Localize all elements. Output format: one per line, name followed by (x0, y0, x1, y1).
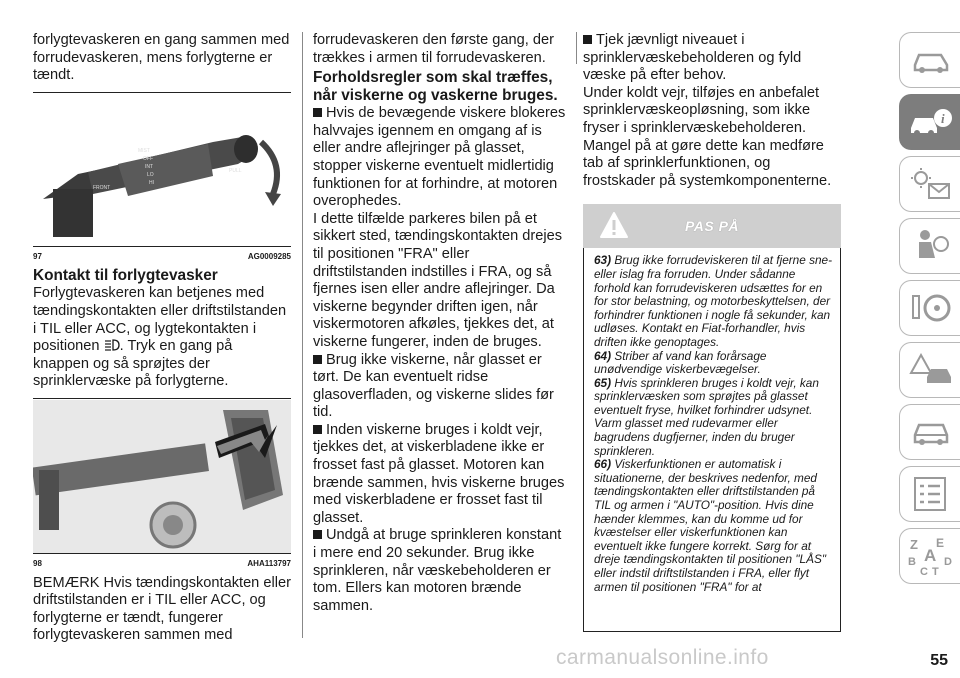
paragraph: I dette tilfælde parkeres bilen på et sikkert sted, tændingskontakten drejes til positionen "FRA" eller driftstilstanden indstilles i FRA, og så fjernes isen eller andre aflejringer. Da viskerne begynder driften igen, når viskermotoren afkøles, tjekkes det, at viskerne fungerer, inden de bruges. (313, 210, 563, 350)
figure-number: 98 (33, 558, 42, 568)
figure-code: AG0009285 (247, 251, 291, 261)
column-divider (302, 32, 303, 638)
column-3 (583, 32, 841, 632)
intro-text: forrudevaskeren den første gang, der trækkes i armen til forrudevaskeren. (313, 32, 554, 66)
index-letter-e: E (935, 536, 944, 550)
figure-code: AHA113797 (247, 558, 291, 568)
tab-emergency[interactable] (899, 342, 960, 398)
stalk-label-front: FRONT (93, 184, 111, 191)
warning-item-63: 63) Brug ikke forrudeviskeren til at fjerne sne- eller islag fra forruden. Under sådanne forhold kan forrudeviskeren udsættes for en for stor belastning, og motorbeskyttelsen, der forhindrer funktionen i nogle få sekunder, kan udløses. Kontakt en Fiat-forhandler, hvis driften ikke genoptages. (594, 253, 833, 349)
stalk-label-mist: MIST (138, 147, 150, 154)
index-letter-b: B (907, 556, 916, 568)
watermark: carmanualsonline.info (556, 646, 769, 669)
figure-98-washer-button (33, 400, 291, 553)
tab-safety[interactable] (899, 218, 960, 274)
warning-item-65: 65) Hvis sprinkleren bruges i koldt vejr, kan sprinklervæsken som sprøjtes på glasset eventuelt fryse, hvilket forhindrer udsynet. Varm glasset med rudevarmer eller bagrudens dugfjerner, inden du bruger sprinkleren. (594, 375, 819, 458)
svg-text:i: i (940, 111, 945, 126)
warning-triangle-car-icon (909, 353, 953, 387)
bullet-square-icon (313, 530, 322, 539)
index-letter-z: Z (909, 537, 918, 552)
column-1 (33, 32, 291, 645)
paragraph: Under koldt vejr, tilføjes en anbefalet sprinklervæskeopløsning, som ikke fryser i sprinklervæskebeholderen. Mangel på at gøre dette kan medføre tab af sprinklerfunktionen, og frostskader på systemkomponenterne. (583, 84, 832, 189)
stalk-label-pull: PULL (229, 167, 242, 174)
divider (33, 92, 291, 93)
stalk-label-off: OFF (143, 155, 153, 162)
tab-index[interactable] (899, 528, 960, 584)
figure-number: 97 (33, 251, 42, 261)
warning-title: PAS PÅ (684, 217, 740, 234)
section-heading: Kontakt til forlygtevasker (33, 267, 218, 285)
page-number: 55 (930, 652, 948, 669)
note-text: BEMÆRK Hvis tændingskontakten eller driftstilstanden er i TIL eller ACC, og forlygterne er tændt, fungerer forlygtevaskeren sammen med (33, 574, 291, 644)
intro-text: forlygtevaskeren en gang sammen med forrudevaskeren, mens forlygterne er tændt. (33, 32, 290, 84)
bullet-square-icon (313, 355, 322, 364)
checklist-icon (911, 476, 951, 512)
car-info-icon (909, 106, 953, 138)
car-service-icon (911, 417, 951, 447)
body-text: Forlygtevaskeren kan betjenes med tændingskontakten eller driftstilstanden i TIL eller ACC, og lygtekontakten i positionen . Tryk en gang på knappen og så sprøjtes der sprinklervæske på forlygterne. (33, 285, 287, 390)
bullet-4: Undgå at bruge sprinkleren konstant i mere end 20 sekunder. Brug ikke sprinkleren, når væskebeholderen er tom. Ellers kan motoren brænde sammen. (313, 527, 562, 614)
warning-item-66: 66) Viskerfunktionen er automatisk i situationerne, der beskrives nedenfor, med tændingskontakten eller driftstilstanden på TIL og armen i "AUTO"-position. Hvis dine hænder klemmes, kan du komme ud for kvæstelser eller viskerfunktionen kan eventuelt ikke fungere korrekt. Sørg for at dreje tændingskontakten til positionen "LÅS" eller indstil driftstilstanden i FRA, eller flyt armen til positionen "FRA" for at (594, 457, 827, 594)
bullet-2: Brug ikke viskerne, når glasset er tørt. De kan eventuelt ridse glasoverfladen, og viskerne slides før tid. (313, 351, 554, 421)
bullet-1: Tjek jævnligt niveauet i sprinklervæskebeholderen og fyld væske på efter behov. (583, 32, 802, 84)
bullet-1: Hvis de bevægende viskere blokeres halvvajes igennem en omgang af is eller andre aflejringer på glasset, stopper viskerne eventuelt midlertidig funktionen for at forhindre, at motoren overophedes. (313, 105, 566, 210)
stalk-label-lo: LO (147, 171, 154, 178)
tab-knowing-your-car[interactable] (899, 94, 960, 150)
car-outline-icon (911, 45, 951, 75)
warning-triangle-icon (599, 211, 629, 239)
bullet-3: Inden viskerne bruges i koldt vejr, tjekkes det, at viskerbladene ikke er frosset fast på glasset. Motoren kan brænde sammen, hvis viskerne bruges med viskerbladene er frosset fast til glasset. (313, 421, 565, 526)
divider (33, 398, 291, 399)
tab-starting-driving[interactable] (899, 280, 960, 336)
airbag-person-icon (911, 228, 951, 264)
stalk-label-hi: HI (149, 179, 154, 186)
warning-header (583, 204, 841, 248)
steering-wheel-key-icon (909, 290, 953, 326)
tab-car-overview[interactable] (899, 32, 960, 88)
dashboard-lights-icon (909, 166, 953, 202)
figure-98-caption (33, 553, 291, 573)
tab-servicing[interactable] (899, 404, 960, 460)
column-divider (576, 32, 577, 64)
figure-97-caption (33, 246, 291, 266)
headlamp-on-icon (104, 339, 120, 351)
wiper-stalk-illustration (33, 94, 291, 246)
index-letter-c: C (919, 566, 928, 577)
warning-item-64: 64) Striber af vand kan forårsage unødvendige viskerbevægelser. (594, 348, 767, 377)
bullet-square-icon (313, 425, 322, 434)
index-letter-t: T (931, 566, 939, 577)
tab-technical-data[interactable] (899, 466, 960, 522)
bullet-square-icon (313, 108, 322, 117)
column-2 (313, 32, 567, 615)
index-letter-d: D (943, 556, 952, 568)
washer-button-illustration (33, 400, 291, 553)
alphabet-index-icon (906, 535, 956, 577)
bullet-square-icon (583, 35, 592, 44)
index-letter-a: A (923, 546, 936, 565)
figure-97-wiper-stalk (33, 94, 291, 246)
tab-dashboard[interactable] (899, 156, 960, 212)
warning-box (583, 248, 841, 632)
section-heading: Forholdsregler som skal træffes, når viskerne og vaskerne bruges. (313, 69, 558, 105)
stalk-label-int: INT (145, 163, 154, 170)
